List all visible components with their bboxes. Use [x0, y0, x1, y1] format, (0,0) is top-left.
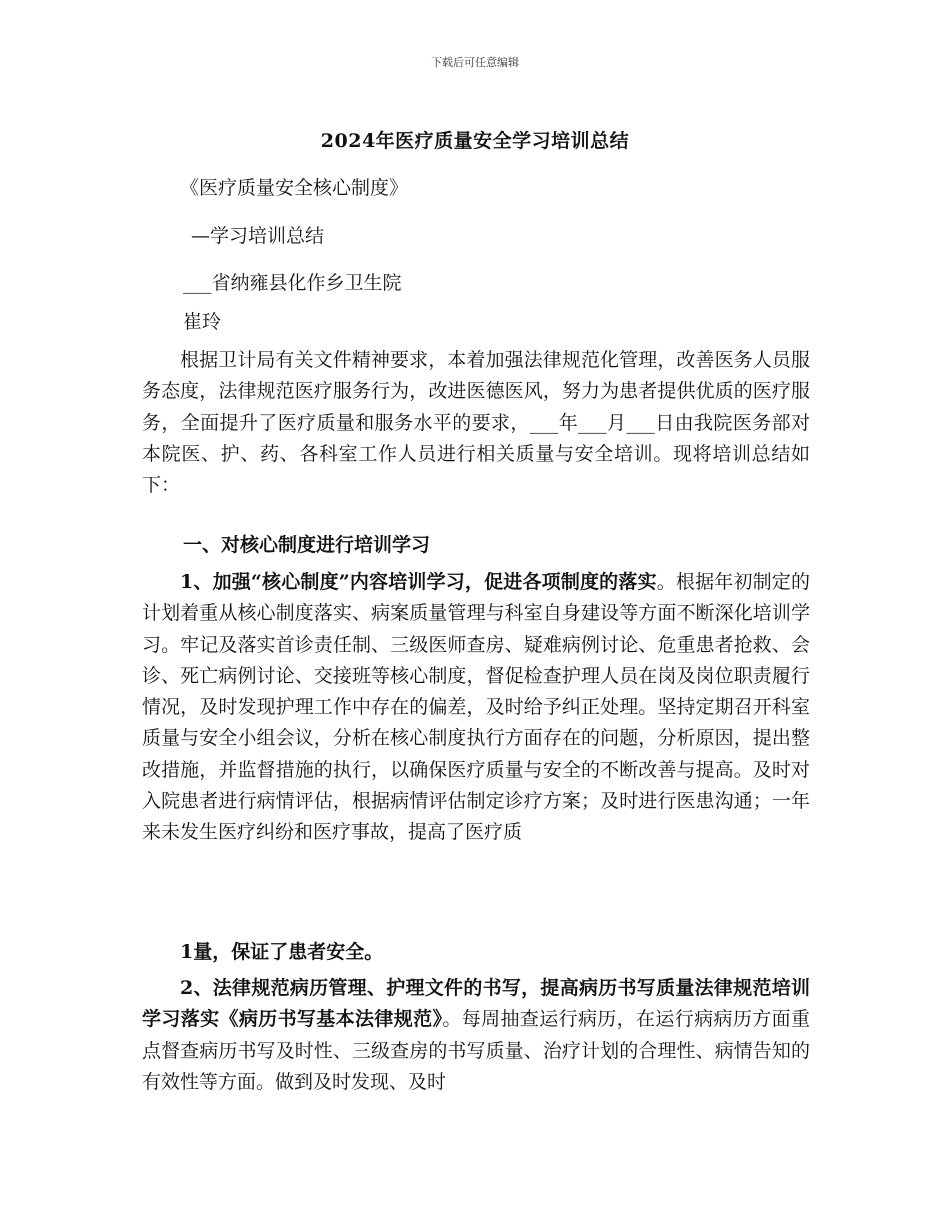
header-note: 下载后可任意编辑 [431, 56, 519, 69]
organization-line: ___省纳雍县化作乡卫生院 [183, 272, 402, 294]
item1-heading: 1、加强“核心制度”内容培训学习，促进各项制度的落实 [180, 571, 657, 593]
subtitle-dash: —学习培训总结 [191, 225, 325, 247]
author-line: 崔玲 [183, 311, 222, 333]
item1-paragraph [142, 567, 810, 849]
item2-body: 。每周抽查运行病历，在运行病病历方面重点督查病历书写及时性、三级查房的书写质量、治疗计划的合理性、病情告知的有效性等方面。做到及时发现、及时 [142, 1008, 810, 1093]
item2-paragraph [142, 973, 810, 1098]
document-title: 2024年医疗质量安全学习培训总结 [320, 130, 630, 152]
section1-heading: 一、对核心制度进行培训学习 [183, 534, 431, 556]
item1-body: 。根据年初制定的计划着重从核心制度落实、病案质量管理与科室自身建设等方面不断深化培训学习。牢记及落实首诊责任制、三级医师查房、疑难病例讨论、危重患者抢救、会诊、死亡病例讨论、交接班等核心制度，督促检查护理人员在岗及岗位职责履行情况，及时发现护理工作中存在的偏差，及时给予纠正处理。坚持定期召开科室质量与安全小组会议，分析在核心制度执行方面存在的问题，分析原因，提出整改措施，并监督措施的执行，以确保医疗质量与安全的不断改善与提高。及时对入院患者进行病情评估，根据病情评估制定诊疗方案；及时进行医患沟通；一年来未发生医疗纠纷和医疗事故，提高了医疗质 [142, 571, 810, 844]
item2-heading: 2、法律规范病历管理、护理文件的书写，提高病历书写质量法律规范培训学习落实《病历书写基本法律规范》 [142, 977, 810, 1031]
subtitle-book: 《医疗质量安全核心制度》 [180, 177, 409, 199]
intro-paragraph: 根据卫计局有关文件精神要求，本着加强法律规范化管理，改善医务人员服务态度，法律规范医疗服务行为，改进医德医风，努力为患者提供优质的医疗服务，全面提升了医疗质量和服务水平的要求，___年___月___日由我院医务部对本院医、护、药、各科室工作人员进行相关质量与安全培训。现将培训总结如下： [142, 349, 810, 497]
item1-tail: 1量，保证了患者安全。 [180, 941, 384, 963]
